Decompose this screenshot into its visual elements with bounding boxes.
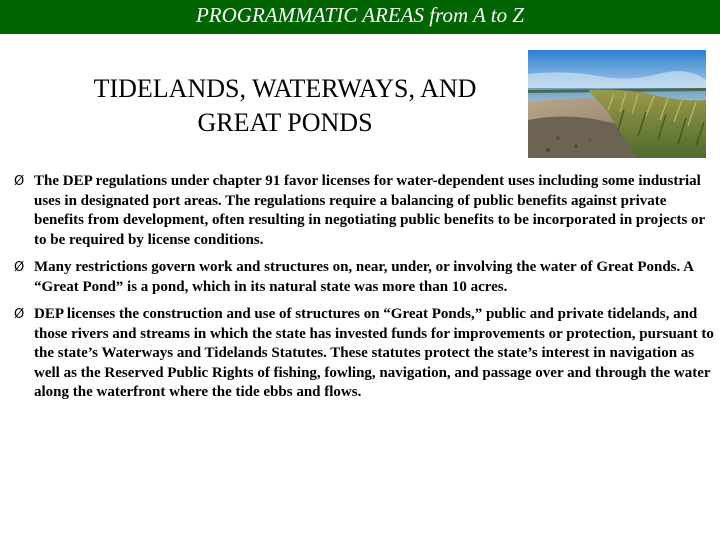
bullet-text: The DEP regulations under chapter 91 favor licenses for water-dependent uses including some industrial uses in designated port areas. The regulations require a balancing of public benefits against private benefits from development, often resulting in negotiating public benefits to be incorporated in projects or to be required by license conditions.: [34, 173, 705, 248]
slide-title: [40, 72, 530, 140]
bullet-item: [10, 305, 714, 403]
arrow-bullet-icon: Ø: [14, 174, 25, 189]
bullet-list: [10, 172, 714, 411]
shoreline-photo: [528, 50, 706, 158]
shoreline-photo-graphic: [528, 50, 706, 158]
arrow-bullet-icon: Ø: [14, 307, 25, 322]
bullet-text: Many restrictions govern work and structures on, near, under, or involving the water of Great Ponds. A “Great Pond” is a pond, which in its natural state was more than 10 acres.: [34, 259, 694, 295]
slide-title-line-1: TIDELANDS, WATERWAYS, AND: [93, 74, 477, 103]
arrow-bullet-icon: Ø: [14, 260, 25, 275]
bullet-item: [10, 258, 714, 297]
bullet-item: [10, 172, 714, 250]
slide-title-line-2: GREAT PONDS: [197, 108, 373, 137]
banner-title: PROGRAMMATIC AREAS from A to Z: [195, 2, 524, 27]
title-banner: [0, 0, 720, 34]
bullet-text: DEP licenses the construction and use of structures on “Great Ponds,” public and private tidelands, and those rivers and streams in which the state has invested funds for improvements or protection, pursuant to the state’s Waterways and Tidelands Statutes. These statutes protect the state’s interest in navigation as well as the Reserved Public Rights of fishing, fowling, navigation, and passage over and through the water along the waterfront where the tide ebbs and flows.: [34, 306, 714, 400]
